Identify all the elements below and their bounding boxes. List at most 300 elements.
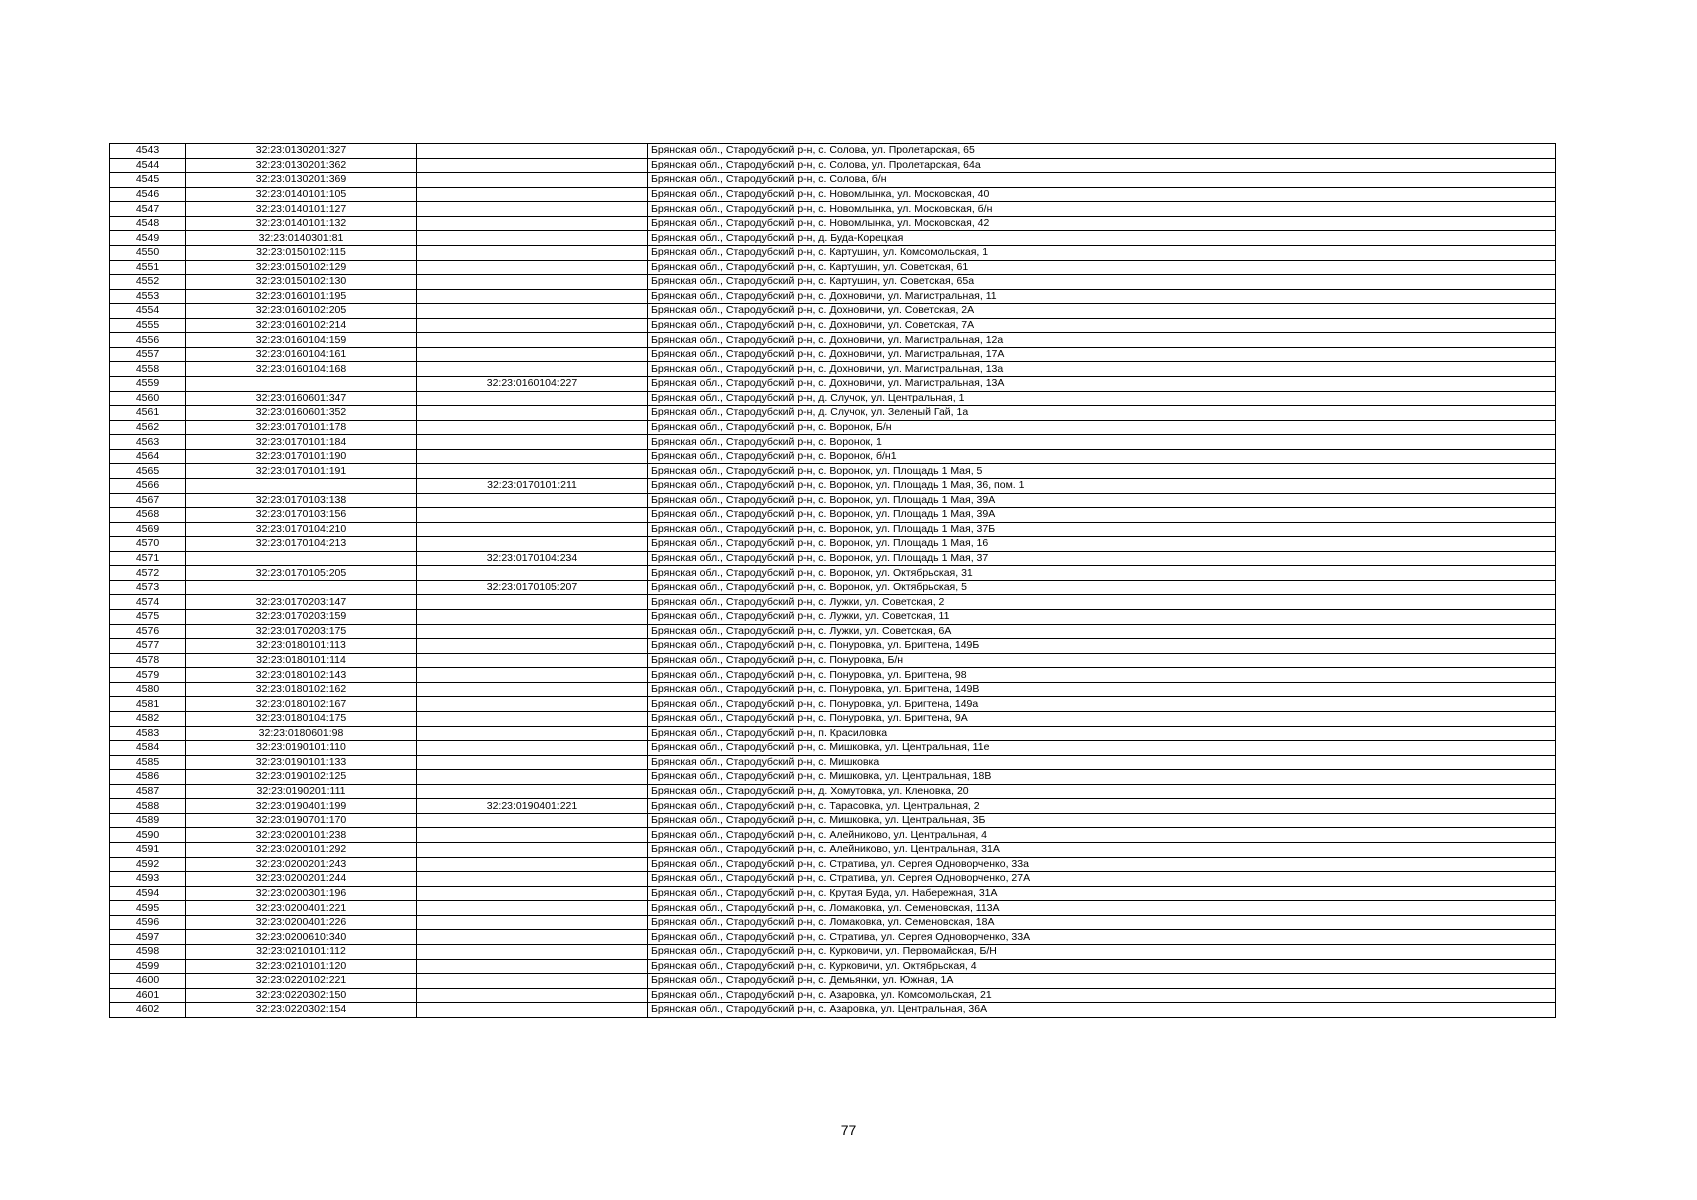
row-number-cell: 4588 [110,799,186,814]
address-cell: Брянская обл., Стародубский р-н, с. Стратива, ул. Сергея Одноворченко, 33А [648,930,1556,945]
table-row [110,799,1556,814]
table-row [110,391,1556,406]
address-cell: Брянская обл., Стародубский р-н, с. Понуровка, Б/н [648,653,1556,668]
row-number-cell: 4590 [110,828,186,843]
secondary-cadastral-number-cell [417,173,648,188]
table-row [110,304,1556,319]
table-row [110,624,1556,639]
cadastral-number-cell: 32:23:0150102:115 [186,245,417,260]
row-number-cell: 4550 [110,245,186,260]
table-row [110,537,1556,552]
address-cell: Брянская обл., Стародубский р-н, с. Воронок, Б/н [648,420,1556,435]
address-cell: Брянская обл., Стародубский р-н, с. Дохновичи, ул. Магистральная, 12а [648,333,1556,348]
table-row [110,857,1556,872]
table-row [110,872,1556,887]
secondary-cadastral-number-cell [417,333,648,348]
cadastral-number-cell: 32:23:0170101:178 [186,420,417,435]
table-row [110,944,1556,959]
cadastral-number-cell: 32:23:0170101:184 [186,435,417,450]
secondary-cadastral-number-cell [417,682,648,697]
secondary-cadastral-number-cell [417,886,648,901]
table-row [110,1003,1556,1018]
page-number: 77 [840,1122,857,1138]
cadastral-number-cell: 32:23:0160102:205 [186,304,417,319]
address-cell: Брянская обл., Стародубский р-н, с. Мишковка [648,755,1556,770]
cadastral-number-cell [186,377,417,392]
row-number-cell: 4593 [110,872,186,887]
address-cell: Брянская обл., Стародубский р-н, п. Красиловка [648,726,1556,741]
cadastral-number-cell: 32:23:0190401:199 [186,799,417,814]
secondary-cadastral-number-cell [417,275,648,290]
secondary-cadastral-number-cell [417,406,648,421]
table-row [110,653,1556,668]
table-row [110,639,1556,654]
secondary-cadastral-number-cell [417,959,648,974]
row-number-cell: 4602 [110,1003,186,1018]
table-row [110,770,1556,785]
secondary-cadastral-number-cell [417,144,648,159]
cadastral-number-cell: 32:23:0130201:362 [186,158,417,173]
table-row [110,158,1556,173]
cadastral-number-cell [186,551,417,566]
address-cell: Брянская обл., Стародубский р-н, с. Воронок, ул. Площадь 1 Мая, 39А [648,493,1556,508]
row-number-cell: 4575 [110,610,186,625]
row-number-cell: 4595 [110,901,186,916]
row-number-cell: 4587 [110,784,186,799]
table-row [110,843,1556,858]
row-number-cell: 4594 [110,886,186,901]
table-row [110,493,1556,508]
cadastral-number-cell: 32:23:0200301:196 [186,886,417,901]
cadastral-number-cell: 32:23:0190101:110 [186,741,417,756]
secondary-cadastral-number-cell [417,857,648,872]
address-cell: Брянская обл., Стародубский р-н, с. Воронок, ул. Площадь 1 Мая, 39А [648,508,1556,523]
row-number-cell: 4547 [110,202,186,217]
address-cell: Брянская обл., Стародубский р-н, с. Воронок, 1 [648,435,1556,450]
table-row [110,697,1556,712]
secondary-cadastral-number-cell [417,988,648,1003]
row-number-cell: 4567 [110,493,186,508]
row-number-cell: 4563 [110,435,186,450]
address-cell: Брянская обл., Стародубский р-н, с. Азаровка, ул. Центральная, 36А [648,1003,1556,1018]
row-number-cell: 4565 [110,464,186,479]
cadastral-number-cell: 32:23:0150102:130 [186,275,417,290]
table-row [110,813,1556,828]
table-row [110,930,1556,945]
address-cell: Брянская обл., Стародубский р-н, с. Лужки, ул. Советская, 2 [648,595,1556,610]
address-cell: Брянская обл., Стародубский р-н, с. Дохновичи, ул. Магистральная, 11 [648,289,1556,304]
address-cell: Брянская обл., Стародубский р-н, с. Картушин, ул. Советская, 61 [648,260,1556,275]
address-cell: Брянская обл., Стародубский р-н, с. Курковичи, ул. Октябрьская, 4 [648,959,1556,974]
secondary-cadastral-number-cell [417,435,648,450]
table-row [110,406,1556,421]
row-number-cell: 4560 [110,391,186,406]
table-row [110,566,1556,581]
row-number-cell: 4600 [110,974,186,989]
row-number-cell: 4543 [110,144,186,159]
table-row [110,333,1556,348]
table-row [110,173,1556,188]
cadastral-number-cell: 32:23:0170203:175 [186,624,417,639]
address-cell: Брянская обл., Стародубский р-н, с. Воронок, ул. Октябрьская, 5 [648,580,1556,595]
address-cell: Брянская обл., Стародубский р-н, с. Тарасовка, ул. Центральная, 2 [648,799,1556,814]
row-number-cell: 4568 [110,508,186,523]
row-number-cell: 4581 [110,697,186,712]
secondary-cadastral-number-cell [417,231,648,246]
table-row [110,478,1556,493]
secondary-cadastral-number-cell [417,843,648,858]
secondary-cadastral-number-cell [417,668,648,683]
row-number-cell: 4573 [110,580,186,595]
row-number-cell: 4580 [110,682,186,697]
secondary-cadastral-number-cell [417,202,648,217]
secondary-cadastral-number-cell [417,915,648,930]
table-row [110,464,1556,479]
table-body [110,144,1556,1018]
row-number-cell: 4585 [110,755,186,770]
row-number-cell: 4545 [110,173,186,188]
cadastral-number-cell: 32:23:0180102:143 [186,668,417,683]
table-row [110,668,1556,683]
address-cell: Брянская обл., Стародубский р-н, д. Случок, ул. Зеленый Гай, 1а [648,406,1556,421]
secondary-cadastral-number-cell [417,493,648,508]
table-row [110,362,1556,377]
cadastral-number-cell: 32:23:0200101:292 [186,843,417,858]
address-cell: Брянская обл., Стародубский р-н, с. Алейниково, ул. Центральная, 4 [648,828,1556,843]
cadastral-number-cell: 32:23:0170105:205 [186,566,417,581]
table-row [110,144,1556,159]
property-table [109,143,1556,1018]
secondary-cadastral-number-cell [417,420,648,435]
secondary-cadastral-number-cell: 32:23:0170105:207 [417,580,648,595]
row-number-cell: 4589 [110,813,186,828]
table-row [110,610,1556,625]
cadastral-number-cell: 32:23:0170203:159 [186,610,417,625]
secondary-cadastral-number-cell [417,158,648,173]
address-cell: Брянская обл., Стародубский р-н, с. Мишковка, ул. Центральная, 3Б [648,813,1556,828]
address-cell: Брянская обл., Стародубский р-н, с. Понуровка, ул. Бригтена, 149Б [648,639,1556,654]
row-number-cell: 4555 [110,318,186,333]
table-row [110,959,1556,974]
address-cell: Брянская обл., Стародубский р-н, с. Дохновичи, ул. Советская, 2А [648,304,1556,319]
table-row [110,682,1556,697]
row-number-cell: 4552 [110,275,186,290]
address-cell: Брянская обл., Стародубский р-н, с. Дохновичи, ул. Магистральная, 13а [648,362,1556,377]
table-row [110,901,1556,916]
secondary-cadastral-number-cell [417,813,648,828]
secondary-cadastral-number-cell [417,304,648,319]
secondary-cadastral-number-cell [417,770,648,785]
cadastral-number-cell: 32:23:0140101:105 [186,187,417,202]
row-number-cell: 4592 [110,857,186,872]
address-cell: Брянская обл., Стародубский р-н, с. Крутая Буда, ул. Набережная, 31А [648,886,1556,901]
row-number-cell: 4566 [110,478,186,493]
cadastral-number-cell: 32:23:0160601:352 [186,406,417,421]
row-number-cell: 4582 [110,711,186,726]
secondary-cadastral-number-cell [417,944,648,959]
row-number-cell: 4569 [110,522,186,537]
row-number-cell: 4601 [110,988,186,1003]
secondary-cadastral-number-cell [417,566,648,581]
cadastral-number-cell: 32:23:0200201:243 [186,857,417,872]
address-cell: Брянская обл., Стародубский р-н, с. Демьянки, ул. Южная, 1А [648,974,1556,989]
row-number-cell: 4576 [110,624,186,639]
table-row [110,347,1556,362]
secondary-cadastral-number-cell [417,187,648,202]
cadastral-number-cell: 32:23:0130201:369 [186,173,417,188]
cadastral-number-cell: 32:23:0160104:168 [186,362,417,377]
cadastral-number-cell: 32:23:0170103:138 [186,493,417,508]
secondary-cadastral-number-cell [417,449,648,464]
address-cell: Брянская обл., Стародубский р-н, д. Хомутовка, ул. Кленовка, 20 [648,784,1556,799]
cadastral-number-cell: 32:23:0160104:161 [186,347,417,362]
address-cell: Брянская обл., Стародубский р-н, с. Понуровка, ул. Бригтена, 98 [648,668,1556,683]
secondary-cadastral-number-cell [417,318,648,333]
table-row [110,202,1556,217]
row-number-cell: 4544 [110,158,186,173]
row-number-cell: 4548 [110,216,186,231]
secondary-cadastral-number-cell [417,260,648,275]
address-cell: Брянская обл., Стародубский р-н, с. Воронок, ул. Площадь 1 Мая, 36, пом. 1 [648,478,1556,493]
address-cell: Брянская обл., Стародубский р-н, с. Азаровка, ул. Комсомольская, 21 [648,988,1556,1003]
address-cell: Брянская обл., Стародубский р-н, с. Ломаковка, ул. Семеновская, 18А [648,915,1556,930]
secondary-cadastral-number-cell [417,726,648,741]
secondary-cadastral-number-cell [417,508,648,523]
secondary-cadastral-number-cell [417,653,648,668]
secondary-cadastral-number-cell [417,697,648,712]
cadastral-number-cell: 32:23:0210101:112 [186,944,417,959]
secondary-cadastral-number-cell [417,362,648,377]
row-number-cell: 4591 [110,843,186,858]
cadastral-number-cell: 32:23:0170104:210 [186,522,417,537]
secondary-cadastral-number-cell [417,784,648,799]
address-cell: Брянская обл., Стародубский р-н, с. Новомлынка, ул. Московская, 40 [648,187,1556,202]
secondary-cadastral-number-cell [417,624,648,639]
cadastral-number-cell: 32:23:0200101:238 [186,828,417,843]
address-cell: Брянская обл., Стародубский р-н, с. Лужки, ул. Советская, 11 [648,610,1556,625]
table-row [110,988,1556,1003]
table-row [110,260,1556,275]
address-cell: Брянская обл., Стародубский р-н, с. Новомлынка, ул. Московская, б/н [648,202,1556,217]
row-number-cell: 4564 [110,449,186,464]
row-number-cell: 4577 [110,639,186,654]
secondary-cadastral-number-cell [417,537,648,552]
secondary-cadastral-number-cell [417,1003,648,1018]
cadastral-number-cell: 32:23:0190701:170 [186,813,417,828]
cadastral-number-cell: 32:23:0190201:111 [186,784,417,799]
cadastral-number-cell: 32:23:0160101:195 [186,289,417,304]
address-cell: Брянская обл., Стародубский р-н, с. Курковичи, ул. Первомайская, Б/Н [648,944,1556,959]
table-row [110,741,1556,756]
secondary-cadastral-number-cell: 32:23:0160104:227 [417,377,648,392]
table-row [110,711,1556,726]
cadastral-number-cell: 32:23:0170101:190 [186,449,417,464]
secondary-cadastral-number-cell [417,639,648,654]
cadastral-number-cell: 32:23:0180601:98 [186,726,417,741]
address-cell: Брянская обл., Стародубский р-н, с. Понуровка, ул. Бригтена, 9А [648,711,1556,726]
cadastral-number-cell: 32:23:0220302:154 [186,1003,417,1018]
address-cell: Брянская обл., Стародубский р-н, с. Дохновичи, ул. Советская, 7А [648,318,1556,333]
secondary-cadastral-number-cell [417,872,648,887]
row-number-cell: 4596 [110,915,186,930]
row-number-cell: 4574 [110,595,186,610]
table-row [110,508,1556,523]
secondary-cadastral-number-cell [417,595,648,610]
address-cell: Брянская обл., Стародубский р-н, с. Дохновичи, ул. Магистральная, 17А [648,347,1556,362]
address-cell: Брянская обл., Стародубский р-н, с. Воронок, б/н1 [648,449,1556,464]
cadastral-number-cell: 32:23:0160104:159 [186,333,417,348]
address-cell: Брянская обл., Стародубский р-н, с. Воронок, ул. Октябрьская, 31 [648,566,1556,581]
secondary-cadastral-number-cell [417,464,648,479]
secondary-cadastral-number-cell: 32:23:0170101:211 [417,478,648,493]
cadastral-number-cell: 32:23:0180104:175 [186,711,417,726]
secondary-cadastral-number-cell [417,216,648,231]
address-cell: Брянская обл., Стародубский р-н, с. Картушин, ул. Советская, 65а [648,275,1556,290]
row-number-cell: 4571 [110,551,186,566]
cadastral-number-cell: 32:23:0150102:129 [186,260,417,275]
row-number-cell: 4570 [110,537,186,552]
secondary-cadastral-number-cell: 32:23:0190401:221 [417,799,648,814]
row-number-cell: 4586 [110,770,186,785]
table-row [110,784,1556,799]
table-row [110,216,1556,231]
row-number-cell: 4598 [110,944,186,959]
table-row [110,522,1556,537]
cadastral-number-cell: 32:23:0190101:133 [186,755,417,770]
table-row [110,726,1556,741]
address-cell: Брянская обл., Стародубский р-н, с. Лужки, ул. Советская, 6А [648,624,1556,639]
row-number-cell: 4554 [110,304,186,319]
table-row [110,580,1556,595]
table-row [110,275,1556,290]
address-cell: Брянская обл., Стародубский р-н, с. Воронок, ул. Площадь 1 Мая, 16 [648,537,1556,552]
address-cell: Брянская обл., Стародубский р-н, д. Случок, ул. Центральная, 1 [648,391,1556,406]
table-row [110,886,1556,901]
cadastral-number-cell: 32:23:0180101:113 [186,639,417,654]
table-row [110,449,1556,464]
row-number-cell: 4599 [110,959,186,974]
cadastral-number-cell: 32:23:0180101:114 [186,653,417,668]
row-number-cell: 4556 [110,333,186,348]
row-number-cell: 4562 [110,420,186,435]
address-cell: Брянская обл., Стародубский р-н, с. Ломаковка, ул. Семеновская, 113А [648,901,1556,916]
address-cell: Брянская обл., Стародубский р-н, с. Понуровка, ул. Бригтена, 149В [648,682,1556,697]
row-number-cell: 4551 [110,260,186,275]
secondary-cadastral-number-cell [417,930,648,945]
secondary-cadastral-number-cell [417,391,648,406]
address-cell: Брянская обл., Стародубский р-н, с. Картушин, ул. Комсомольская, 1 [648,245,1556,260]
address-cell: Брянская обл., Стародубский р-н, с. Стратива, ул. Сергея Одноворченко, 27А [648,872,1556,887]
cadastral-number-cell: 32:23:0200201:244 [186,872,417,887]
cadastral-number-cell: 32:23:0160102:214 [186,318,417,333]
address-cell: Брянская обл., Стародубский р-н, с. Алейниково, ул. Центральная, 31А [648,843,1556,858]
cadastral-number-cell: 32:23:0160601:347 [186,391,417,406]
row-number-cell: 4578 [110,653,186,668]
table-row [110,187,1556,202]
address-cell: Брянская обл., Стародубский р-н, с. Мишковка, ул. Центральная, 11е [648,741,1556,756]
table-row [110,245,1556,260]
cadastral-number-cell: 32:23:0200401:226 [186,915,417,930]
table-row [110,595,1556,610]
table-row [110,551,1556,566]
secondary-cadastral-number-cell [417,828,648,843]
table-row [110,420,1556,435]
address-cell: Брянская обл., Стародубский р-н, с. Воронок, ул. Площадь 1 Мая, 37 [648,551,1556,566]
address-cell: Брянская обл., Стародубский р-н, с. Дохновичи, ул. Магистральная, 13А [648,377,1556,392]
table-row [110,755,1556,770]
address-cell: Брянская обл., Стародубский р-н, с. Солова, ул. Пролетарская, 65 [648,144,1556,159]
row-number-cell: 4546 [110,187,186,202]
row-number-cell: 4558 [110,362,186,377]
table-row [110,318,1556,333]
address-cell: Брянская обл., Стародубский р-н, с. Мишковка, ул. Центральная, 18В [648,770,1556,785]
row-number-cell: 4549 [110,231,186,246]
cadastral-number-cell: 32:23:0200610:340 [186,930,417,945]
row-number-cell: 4597 [110,930,186,945]
address-cell: Брянская обл., Стародубский р-н, с. Воронок, ул. Площадь 1 Мая, 37Б [648,522,1556,537]
row-number-cell: 4584 [110,741,186,756]
secondary-cadastral-number-cell [417,522,648,537]
secondary-cadastral-number-cell [417,610,648,625]
address-cell: Брянская обл., Стародубский р-н, д. Буда-Корецкая [648,231,1556,246]
cadastral-number-cell [186,478,417,493]
cadastral-number-cell: 32:23:0200401:221 [186,901,417,916]
cadastral-number-cell: 32:23:0190102:125 [186,770,417,785]
cadastral-number-cell: 32:23:0220302:150 [186,988,417,1003]
cadastral-number-cell: 32:23:0170103:156 [186,508,417,523]
row-number-cell: 4572 [110,566,186,581]
row-number-cell: 4557 [110,347,186,362]
table-row [110,915,1556,930]
cadastral-number-cell: 32:23:0130201:327 [186,144,417,159]
address-cell: Брянская обл., Стародубский р-н, с. Воронок, ул. Площадь 1 Мая, 5 [648,464,1556,479]
address-cell: Брянская обл., Стародубский р-н, с. Понуровка, ул. Бригтена, 149а [648,697,1556,712]
cadastral-number-cell: 32:23:0140101:132 [186,216,417,231]
secondary-cadastral-number-cell [417,741,648,756]
address-cell: Брянская обл., Стародубский р-н, с. Солова, б/н [648,173,1556,188]
secondary-cadastral-number-cell [417,974,648,989]
address-cell: Брянская обл., Стародубский р-н, с. Стратива, ул. Сергея Одноворченко, 33а [648,857,1556,872]
secondary-cadastral-number-cell [417,245,648,260]
table-row [110,435,1556,450]
row-number-cell: 4553 [110,289,186,304]
row-number-cell: 4579 [110,668,186,683]
cadastral-number-cell: 32:23:0140101:127 [186,202,417,217]
table-row [110,377,1556,392]
table-row [110,231,1556,246]
cadastral-number-cell: 32:23:0220102:221 [186,974,417,989]
cadastral-number-cell: 32:23:0180102:162 [186,682,417,697]
table-row [110,974,1556,989]
cadastral-number-cell: 32:23:0170101:191 [186,464,417,479]
secondary-cadastral-number-cell [417,901,648,916]
table-row [110,828,1556,843]
table-row [110,289,1556,304]
cadastral-number-cell: 32:23:0140301:81 [186,231,417,246]
row-number-cell: 4583 [110,726,186,741]
address-cell: Брянская обл., Стародубский р-н, с. Солова, ул. Пролетарская, 64а [648,158,1556,173]
cadastral-number-cell: 32:23:0170203:147 [186,595,417,610]
secondary-cadastral-number-cell [417,755,648,770]
secondary-cadastral-number-cell [417,711,648,726]
address-cell: Брянская обл., Стародубский р-н, с. Новомлынка, ул. Московская, 42 [648,216,1556,231]
row-number-cell: 4559 [110,377,186,392]
row-number-cell: 4561 [110,406,186,421]
secondary-cadastral-number-cell [417,289,648,304]
secondary-cadastral-number-cell [417,347,648,362]
cadastral-number-cell: 32:23:0180102:167 [186,697,417,712]
cadastral-number-cell: 32:23:0170104:213 [186,537,417,552]
